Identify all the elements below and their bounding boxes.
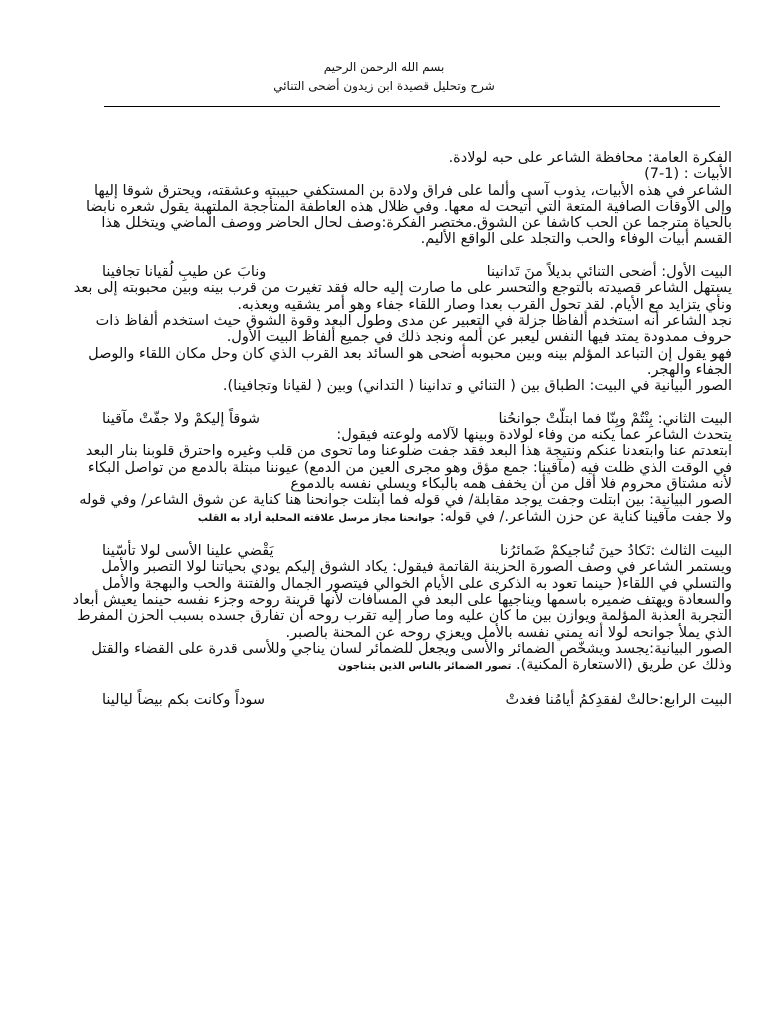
- verse-2-imagery-text: الصور البيانية: بين ابتلت وجفت يوجد مقابلة/ في قوله فما ابتلت جوانحنا هنا كناية عن شوق الشاعر/ وفي قوله ولا جفت مآقينا كناية عن حزن الشاعر./ في قوله:: [79, 492, 732, 525]
- title-divider: [104, 106, 720, 107]
- document-title: شرح وتحليل قصيدة ابن زيدون أضحى التنائي: [273, 79, 495, 93]
- verse-2-imagery: [72, 492, 732, 527]
- verse-3-note: تصور الضمائر بالناس الذين يتناجون: [338, 661, 512, 673]
- verse-2-intro: يتحدث الشاعر عما يكنه من وفاء لولادة وبينها لآلامه ولوعته فيقول:: [336, 427, 732, 444]
- verse-1-explanation: يستهل الشاعر قصيدته بالتوجع والتحسر على ما صارت إليه حاله فقد تغيرت من قرب بينه وبين محبوبته إلى بعد ونأي يتزايد مع الأيام. لقد تحول القرب بعدا وصار اللقاء جفاء وهو أمر يشقيه ويعذبه.: [73, 280, 732, 313]
- verse-2-note: جوانحنا مجاز مرسل علاقته المحلية أراد به القلب: [197, 512, 436, 524]
- verse-1-second-hemistich: ونابَ عن طيبِ لُقيانا تجافينا: [102, 264, 267, 281]
- basmala: بسم الله الرحمن الرحيم: [323, 60, 445, 74]
- general-idea: الفكرة العامة: محافظة الشاعر على حبه لولادة.: [448, 150, 732, 166]
- verse-1: [72, 264, 732, 280]
- verses-range: الأبيات : (1-7): [644, 166, 732, 183]
- verse-2-explanation: ابتعدتم عنا وابتعدنا عنكم ونتيجة هذا البعد فقد جفت ضلوعنا وما تحوى من قلب وغيره واحترق قلوبنا بنار البعد في الوقت الذي ظلت فيه (مآقينا: جمع مؤق وهو مجرى العين من الدمع) عيوننا مبتلة بالدمع من تواصل البكاء لأنه مشتاق محروم فلا أقل من أن يخفف همه بالبكاء ويسلي نفسه بالدموع: [85, 443, 732, 492]
- verse-3-imagery: [72, 641, 732, 676]
- verse-2: [72, 411, 732, 427]
- verse-1-meaning: فهو يقول إن التباعد المؤلم بينه وبين محبوبه أضحى هو السائد بعد القرب الذي كان وحل مكان اللقاء والوصل الجفاء والهجر.: [88, 345, 732, 378]
- verse-3-second-hemistich: يَقْضي علينا الأسى لولا تأسّينا: [102, 543, 274, 560]
- verse-1-first-hemistich: البيت الأول: أضحى التنائي بديلاً منَ تَدانينا: [486, 264, 732, 281]
- verse-4-first-hemistich: البيت الرابع:حالتْ لفقدِكمُ أيامُنا فغدتْ: [505, 691, 732, 708]
- verse-2-first-hemistich: البيت الثاني: بِنْتُمْ وبِنّا فما ابتلّتْ جوانحُنا: [498, 410, 732, 427]
- verse-4: [72, 692, 732, 708]
- verse-3-explanation: ويستمر الشاعر في وصف الصورة الحزينة القاتمة فيقول: يكاد الشوق إليكم يودي بحياتنا لولا التصبر والأمل والتسلي في اللقاء( حينما تعود به الذكرى على الأيام الخوالي فيتصور الجمال والفتنة والحب والبهجة والأمل والسعادة ويهتف ضميره باسمها ويناجيها على البعد في المسافات لأنها قرينة روحه وجزء نفسه حينما يعيش أبعاد التجربة العذبة المؤلمة ويوازن بين ما كان عليه وما صار إليه تقرب روحه أن تفارق جسده بسبب الحزن المفرط الذي يملأ جوانحه لولا أنه يمني نفسه بالأمل ويعزي روحه عن المحنة بالصبر.: [72, 559, 732, 641]
- verse-3-imagery-text: الصور البيانية:يجسد ويشخّص الضمائر والأسى ويجعل للضمائر لسان يناجي وللأسى قدرة على القضاء والقتل وذلك عن طريق (الاستعارة المكنية).: [91, 640, 732, 674]
- verse-4-second-hemistich: سوداً وكانت بكم بيضاً ليالينا: [102, 691, 266, 708]
- verse-2-second-hemistich: شوقاً إليكمْ ولا جفّتْ مآقينا: [102, 410, 260, 427]
- document-body: [72, 150, 732, 708]
- verse-1-imagery: الصور البيانية في البيت: الطباق بين ( التنائي و تدانينا ( التداني) وبين ( لقيانا وتجافينا).: [222, 378, 732, 395]
- verse-3: [72, 543, 732, 559]
- verse-1-diction: نجد الشاعر أنه استخدم ألفاظا جزلة في التعبير عن مدى وطول البعد وقوة الشوق حيث استخدم ألفاظ ذات حروف ممدودة يمتد فيها النفس ليعبر عن ألمه ونجد ذلك في جميع ألفاظ البيت الأول.: [95, 312, 732, 346]
- intro-paragraph: الشاعر في هذه الأبيات، يذوب آسى وألما على فراق ولادة بن المستكفي حبيبته وعشقته، ويحترق شوقا إليها وإلى الأوقات الصافية المتعة التي أتيحت له معها. وفي ظلال هذه العاطفة المتأججة الملتهبة يقول شعره نابضا بالحياة مترجما عن الحب كاشفا عن الشوق.مختصر الفكرة:وصف لحال الحاضر ووصف الماضي ويتخلل هذا القسم أبيات الوفاء والحب والتجلد على الواقع الأليم.: [86, 182, 732, 248]
- verse-3-first-hemistich: البيت الثالث :تَكادُ حينَ تُناجيكمْ ضَمائرُنا: [500, 543, 732, 560]
